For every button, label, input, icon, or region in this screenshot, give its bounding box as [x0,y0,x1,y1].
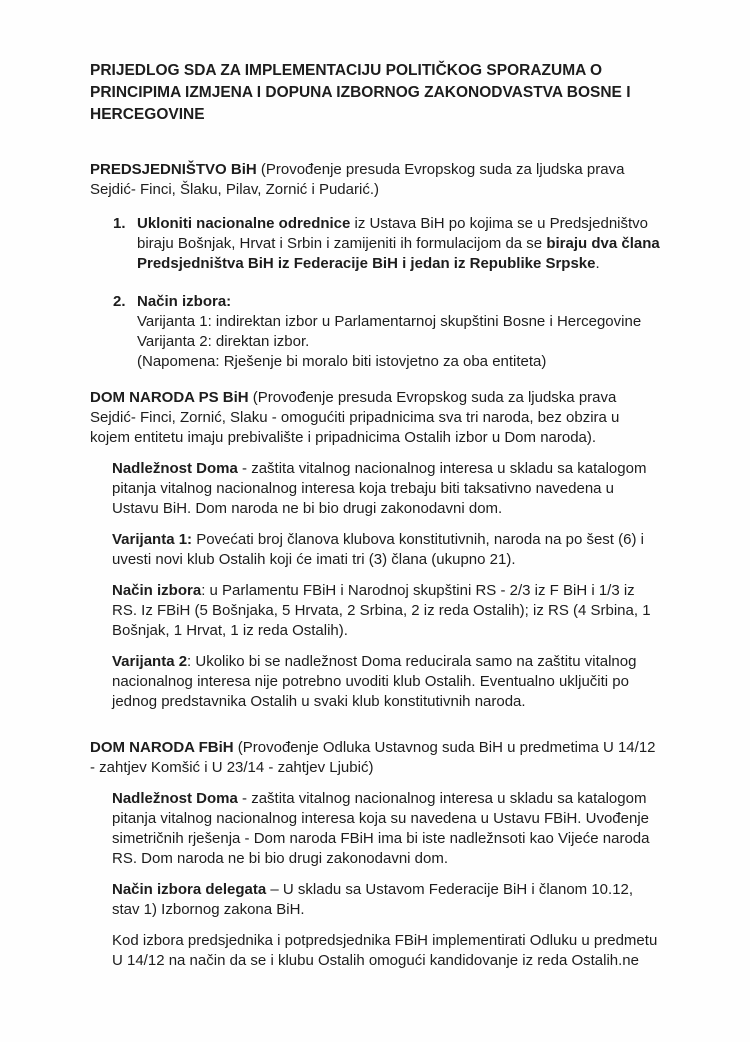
list-item-text [137,292,662,372]
section-dom-naroda-fbih [90,738,662,971]
text-run: (Napomena: Rješenje bi moralo biti istovjetno za oba entiteta) [137,353,547,370]
paragraph-nadleznost-doma-fbih [112,789,662,869]
paragraph-nadleznost-doma [112,459,662,519]
text-run: Varijanta 2: direktan izbor. [137,333,310,350]
list-item-1 [113,214,662,274]
bold-text-run: DOM NARODA PS BiH [90,389,249,406]
bold-text-run: Ukloniti nacionalne odrednice [137,215,351,232]
text-run: - zaštita vitalnog nacionalnog interesa u skladu sa katalogom pitanja vitalnog nacionalnog interesa koja su navedena u Ustavu FBiH. Uvođenje simetričnih rješenja - Dom naroda FBiH ima bi iste nadležnsoti kao Vijeće naroda RS. Dom naroda ne bi bio drugi zakonodavni dom. [112,790,650,867]
text-run: (Provođenje presuda Evropskog suda za ljudska prava Sejdić- Finci, Šlaku, Pilav, Zornić i Pudarić.) [90,161,625,198]
text-run: – U skladu sa Ustavom Federacije BiH i članom 10.12, stav 1) Izbornog zakona BiH. [112,881,634,918]
paragraph-nacin-izbora-delegata [112,880,662,920]
paragraph-nacin-izbora [112,581,662,641]
document-title: PRIJEDLOG SDA ZA IMPLEMENTACIJU POLITIČKOG SPORAZUMA O PRINCIPIMA IZMJENA I DOPUNA IZBORNOG ZAKONODVASTVA BOSNE I HERCEGOVINE [90,62,631,123]
list-item-2 [113,292,662,372]
list-item-number: 1. [113,215,126,232]
text-run: (Provođenje Odluka Ustavnog suda BiH u predmetima U 14/12 - zahtjev Komšić i U 23/14 - zahtjev Ljubić) [90,739,656,776]
bold-text-run: Varijanta 1: [112,531,193,548]
text-run: : u Parlamentu FBiH i Narodnoj skupštini RS - 2/3 iz F BiH i 1/3 iz RS. Iz FBiH (5 Bošnjaka, 5 Hrvata, 2 Srbina, 2 iz reda Ostalih); iz RS (4 Srbina, 1 Bošnjak, 1 Hrvat, 1 iz reda Ostalih). [112,582,651,639]
paragraph-varijanta-1 [112,530,662,570]
bold-text-run: Način izbora: [137,293,232,310]
section-heading-predsjednistvo [90,160,662,200]
text-run: iz Ustava BiH po kojima se u Predsjedništvo biraju Bošnjak, Hrvat i Srbin i zamijeniti ih formulacijom da se [137,215,649,252]
bold-text-run: Nadležnost Doma [112,460,238,477]
section-predsjednistvo-bih [90,160,662,372]
section-heading-dom-naroda-fbih [90,738,662,778]
bold-text-run: Način izbora [112,582,202,599]
text-run: : Ukoliko bi se nadležnost Doma reducirala samo na zaštitu vitalnog nacionalnog interesa nije potrebno uvoditi klub Ostalih. Eventualno uključiti po jednog predstavnika Ostalih u svaki klub konstitutivnih naroda. [112,653,637,710]
text-run: - zaštita vitalnog nacionalnog interesa u skladu sa katalogom pitanja vitalnog nacionalnog interesa koja trebaju biti taksativno navedena u Ustavu BiH. Dom naroda ne bi bio drugi zakonodavni dom. [112,460,647,517]
text-run: (Provođenje presuda Evropskog suda za ljudska prava Sejdić- Finci, Zornić, Slaku - omogućiti pripadnicima sva tri naroda, bez obzira u kojem entitetu imaju prebivalište i pripadnicima Ostalih izbor u Dom naroda). [90,389,620,446]
bold-text-run: Način izbora delegata [112,881,267,898]
section-heading-dom-naroda-ps-bih [90,388,662,448]
list-item-text [137,214,662,274]
text-run: Kod izbora predsjednika i potpredsjednika FBiH implementirati Odluku u predmetu U 14/12 na način da se i klubu Ostalih omogući kandidovanje iz reda Ostalih.ne [112,932,658,969]
bold-text-run: biraju dva člana Predsjedništva BiH iz Federacije BiH i jedan iz Republike Srpske [137,235,660,272]
text-run: Varijanta 1: indirektan izbor u Parlamentarnoj skupštini Bosne i Hercegovine [137,313,642,330]
bold-text-run: Varijanta 2 [112,653,188,670]
paragraph-kod-izbora [112,931,662,971]
numbered-list [90,214,662,372]
text-run: . [595,255,600,272]
bold-text-run: DOM NARODA FBiH [90,739,234,756]
bold-text-run: PREDSJEDNIŠTVO BiH [90,161,257,178]
text-run: Povećati broj članova klubova konstitutivnih, naroda na po šest (6) i uvesti novi klub Ostalih koji će imati tri (3) člana (ukupno 21). [112,531,644,568]
list-item-number: 2. [113,293,126,310]
section-dom-naroda-ps-bih [90,388,662,712]
bold-text-run: Nadležnost Doma [112,790,238,807]
paragraph-varijanta-2 [112,652,662,712]
